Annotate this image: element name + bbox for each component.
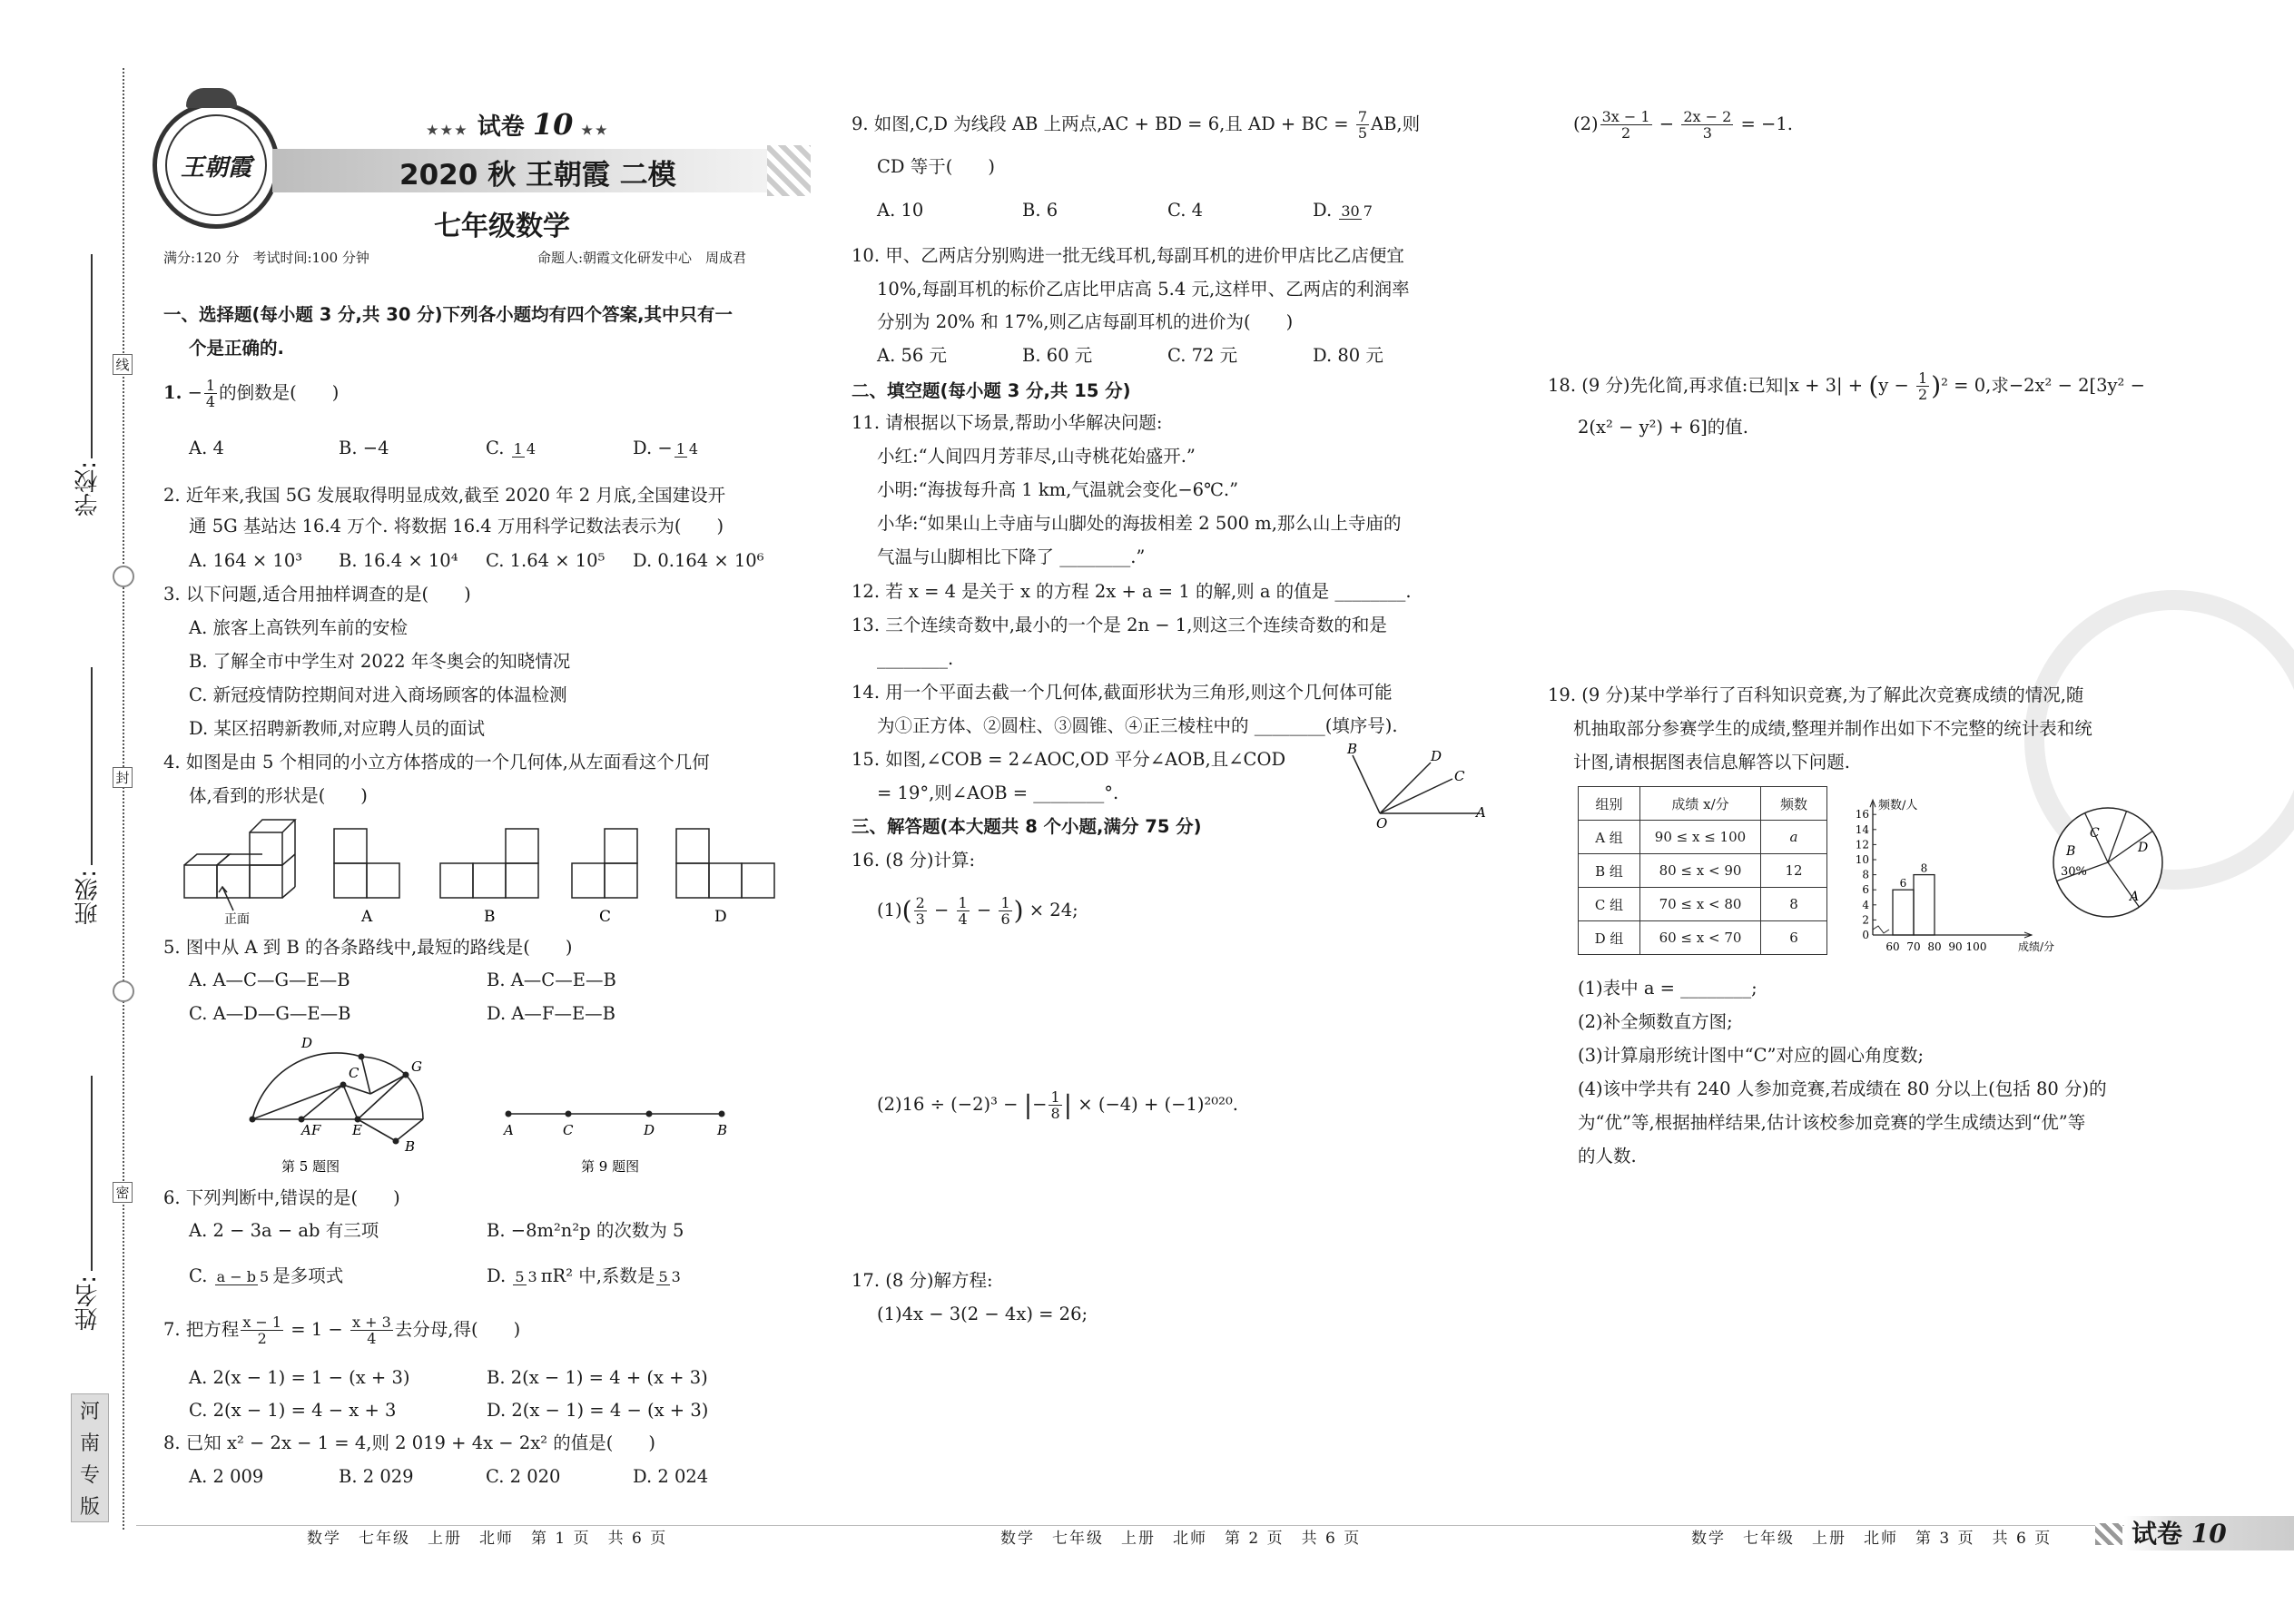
denominator: 7 xyxy=(1363,202,1373,220)
option-b: B. 了解全市中学生对 2022 年冬奥会的知晓情况 xyxy=(189,651,571,672)
numerator: 5 xyxy=(658,1267,668,1285)
question-19: 19. (9 分)某中学举行了百科知识竞赛,为了解此次竞赛成绩的情况,随 xyxy=(1548,684,2084,705)
question-5-options-row2 xyxy=(163,1001,615,1027)
question-19-sub3: (3)计算扇形统计图中“C”对应的圆心角度数; xyxy=(1578,1045,1925,1066)
option-b: B. 2(x − 1) = 4 + (x + 3) xyxy=(487,1367,708,1388)
question-2-cont: 通 5G 基站达 16.4 万个. 将数据 16.4 万用科学记数法表示为( ) xyxy=(189,516,724,536)
y-tick-label: 12 xyxy=(1855,838,1869,851)
y-axis-label: 频数/人 xyxy=(1878,799,1918,813)
option-a: A. 10 xyxy=(877,200,924,221)
route-points xyxy=(250,1054,409,1145)
option-d-figure xyxy=(676,829,774,898)
section-1-heading-cont: 个是正确的. xyxy=(189,338,284,359)
name-label: 姓名: xyxy=(74,1275,102,1331)
question-10-options xyxy=(852,343,1383,369)
question-text: 的倒数是( ) xyxy=(219,382,340,403)
option-label: C. xyxy=(486,438,505,458)
denominator: 4 xyxy=(205,393,216,410)
exam-meta-right: 命题人:朝霞文化研发中心 周成君 xyxy=(537,250,747,266)
school-underline xyxy=(91,254,93,458)
table-row xyxy=(1579,888,1827,921)
question-4: 4. 如图是由 5 个相同的小立方体搭成的一个几何体,从左面看这个几何 xyxy=(163,752,710,773)
y-tick-label: 8 xyxy=(1862,868,1869,881)
question-19-cont: 机抽取部分参赛学生的成绩,整理并制作出如下不完整的统计表和统 xyxy=(1573,718,2092,739)
question-15-cont: = 19°,则∠AOB = ________°. xyxy=(877,782,1119,803)
y-tick-label: 2 xyxy=(1862,913,1869,927)
part-label: (1) xyxy=(877,900,902,920)
label-a: A xyxy=(301,1122,311,1138)
question-1-options xyxy=(163,436,702,461)
edition-char: 版 xyxy=(79,1496,100,1519)
badge-label: 试卷 xyxy=(2132,1519,2183,1549)
seg-label-d: D xyxy=(644,1122,655,1138)
option-c: C. 1.64 × 10⁵ xyxy=(486,550,605,571)
option-d xyxy=(633,436,702,461)
question-6-options-row2 xyxy=(163,1264,684,1289)
numerator: 1 xyxy=(1050,1088,1060,1106)
numerator: 1 xyxy=(675,439,685,458)
question-12: 12. 若 x = 4 是关于 x 的方程 2x + a = 1 的解,则 a 的值是 ________. xyxy=(852,581,1412,602)
table-row xyxy=(1579,821,1827,854)
question-17: 17. (8 分)解方程: xyxy=(852,1270,993,1291)
option-a: A. 164 × 10³ xyxy=(189,550,303,571)
fraction xyxy=(350,1314,393,1346)
option-b: B. 2 029 xyxy=(339,1466,414,1487)
denominator: 3 xyxy=(915,910,925,928)
frequency-histogram xyxy=(1847,794,2074,967)
table-cell: D 组 xyxy=(1579,921,1640,955)
question-19-cont: 计图,请根据图表信息解答以下问题. xyxy=(1573,752,1850,773)
x-tick-label: 90 xyxy=(1948,940,1963,953)
option-d: D. 80 元 xyxy=(1313,345,1383,366)
fraction xyxy=(1339,203,1374,220)
question-1 xyxy=(163,378,339,409)
page-footer-3: 数学 七年级 上册 北师 第 3 页 共 6 页 xyxy=(1691,1530,2053,1548)
x-tick-label: 100 xyxy=(1965,940,1987,953)
question-11-line: 小华:“如果山上寺庙与山脚处的海拔相差 2 500 m,那么山上寺庙的 xyxy=(877,513,1402,534)
option-b: B. 16.4 × 10⁴ xyxy=(339,550,458,571)
table-header: 成绩 x/分 xyxy=(1640,787,1761,821)
option-c: C. 新冠疫情防控期间对进入商场顾客的体温检测 xyxy=(189,684,567,705)
expression-text: (2)16 ÷ (−2)³ − xyxy=(877,1094,1024,1115)
question-3: 3. 以下问题,适合用抽样调查的是( ) xyxy=(163,584,471,605)
question-10-cont: 10%,每副耳机的标价乙店比甲店高 5.4 元,这样甲、乙两店的利润率 xyxy=(877,279,1410,300)
option-c: C. 72 元 xyxy=(1167,345,1238,366)
fraction xyxy=(674,441,700,458)
seg-label-a: A xyxy=(504,1122,514,1138)
right-paren: ) xyxy=(1013,895,1024,926)
fraction xyxy=(512,441,537,458)
fraction xyxy=(1356,109,1369,141)
fraction xyxy=(1916,370,1929,402)
minus-sign: − xyxy=(187,382,202,403)
denominator: 4 xyxy=(367,1330,377,1347)
table-cell: B 组 xyxy=(1579,854,1640,888)
y-tick-label: 16 xyxy=(1855,808,1869,822)
question-13-cont: ________. xyxy=(877,648,954,669)
question-16-part2: (2)16 ÷ (−2)³ − |− $\frac{1}{8}$ | × (−4) + (−1)²⁰²⁰. xyxy=(877,1088,1238,1122)
table-cell: 60 ≤ x < 70 xyxy=(1640,921,1761,955)
numerator: 1 xyxy=(1918,369,1928,387)
pie-slice-label: D xyxy=(2138,841,2149,855)
angle-label-b: B xyxy=(1347,743,1358,757)
numerator: 2 xyxy=(915,894,925,911)
question-6: 6. 下列判断中,错误的是( ) xyxy=(163,1187,400,1208)
numerator: 7 xyxy=(1357,108,1367,125)
option-c: C. 2 020 xyxy=(486,1466,561,1487)
stars-left: ★★★ xyxy=(427,123,469,138)
option-d: D. A—F—E—B xyxy=(487,1003,616,1024)
numerator: 1 xyxy=(513,439,523,458)
denominator: 4 xyxy=(958,910,968,928)
option-a: A. 56 元 xyxy=(877,345,947,366)
edition-char: 河 xyxy=(79,1401,100,1423)
question-16: 16. (8 分)计算: xyxy=(852,850,976,871)
x-tick-label: 80 xyxy=(1927,940,1942,953)
option-b: B. 6 xyxy=(1022,200,1058,221)
denominator: 6 xyxy=(1000,910,1010,928)
option-c-label: C xyxy=(599,908,612,926)
option-label: D. − xyxy=(633,438,673,458)
binding-dotted-line xyxy=(123,68,124,1530)
logo-text: 王朝霞 xyxy=(180,153,251,182)
edition-char: 南 xyxy=(79,1432,100,1455)
option-a: A. 4 xyxy=(189,438,224,458)
expression-text: = −1. xyxy=(1735,113,1793,134)
option-a: A. 旅客上高铁列车前的安检 xyxy=(189,617,408,638)
question-text: = 1 − xyxy=(285,1319,349,1340)
option-a: A. 2 − 3a − ab 有三项 xyxy=(189,1220,379,1241)
question-19-sub4: (4)该中学共有 240 人参加竞赛,若成绩在 80 分以上(包括 80 分)的 xyxy=(1578,1078,2107,1099)
fraction xyxy=(1049,1089,1061,1121)
question-11-line: 小红:“人间四月芳菲尽,山寺桃花始盛开.” xyxy=(877,446,1196,467)
question-6-options-row1 xyxy=(163,1218,684,1244)
bar-value-label: 6 xyxy=(1899,877,1907,891)
label-g: G xyxy=(411,1058,422,1075)
question-10: 10. 甲、乙两店分别购进一批无线耳机,每副耳机的进价甲店比乙店便宜 xyxy=(852,245,1404,266)
bar-value-label: 8 xyxy=(1920,861,1928,875)
option-b: B. −4 xyxy=(339,438,389,458)
question-9-options xyxy=(852,198,1376,223)
front-label: 正面 xyxy=(224,912,250,927)
question-18-cont: 2(x² − y²) + 6]的值. xyxy=(1578,417,1748,438)
subject-title: 七年级数学 xyxy=(434,211,570,242)
angle-label-d: D xyxy=(1431,748,1442,764)
fraction xyxy=(656,1269,682,1285)
question-9 xyxy=(852,109,1420,141)
school-label: 学校: xyxy=(74,461,102,517)
angle-label-c: C xyxy=(1454,768,1465,784)
fraction xyxy=(241,1314,283,1346)
denominator: 5 xyxy=(260,1267,270,1285)
y-tick-label: 6 xyxy=(1862,883,1869,897)
option-c-figure xyxy=(572,829,637,898)
angle-label-a: A xyxy=(1476,804,1486,821)
right-paren: ) xyxy=(1931,370,1942,401)
question-7 xyxy=(163,1314,520,1346)
option-b-figure xyxy=(440,829,538,898)
exam-number: 10 xyxy=(532,107,574,142)
table-cell: 8 xyxy=(1761,888,1827,921)
label-c: C xyxy=(349,1065,359,1081)
option-a: A. 2 009 xyxy=(189,1466,264,1487)
denominator: 4 xyxy=(526,439,537,458)
abs-bar: | xyxy=(1023,1089,1033,1120)
numerator: a − b xyxy=(216,1267,256,1285)
denominator: 3 xyxy=(527,1267,537,1285)
section-2-heading: 二、填空题(每小题 3 分,共 15 分) xyxy=(852,380,1131,401)
left-paren: ( xyxy=(1868,370,1879,401)
denominator: 2 xyxy=(1621,124,1631,142)
table-row xyxy=(1579,921,1827,955)
badge-number: 10 xyxy=(2191,1519,2227,1549)
question-13: 13. 三个连续奇数中,最小的一个是 2n − 1,则这三个连续奇数的和是 xyxy=(852,615,1387,635)
y-tick-label: 4 xyxy=(1862,898,1869,911)
option-a-figure xyxy=(334,829,399,898)
option-d xyxy=(487,1264,684,1289)
histogram-bar xyxy=(1893,890,1914,935)
option-d: D. 某区招聘新教师,对应聘人员的面试 xyxy=(189,718,486,739)
class-label: 班级: xyxy=(74,870,102,925)
caption-fig5: 第 5 题图 xyxy=(281,1158,340,1175)
question-19-sub4-cont: 为“优”等,根据抽样结果,估计该校参加竞赛的学生成绩达到“优”等 xyxy=(1578,1112,2086,1133)
exam-meta-left: 满分:120 分 考试时间:100 分钟 xyxy=(163,250,369,266)
expression-text: × 24; xyxy=(1029,900,1078,920)
question-11-line: 小明:“海拔每升高 1 km,气温就会变化−6℃.” xyxy=(877,479,1239,500)
page-title: 2020 秋 王朝霞 二模 xyxy=(399,159,676,192)
line-mark: 线 xyxy=(113,354,133,375)
seal-mark: 封 xyxy=(113,767,133,788)
numerator: 30 xyxy=(1341,202,1360,220)
expression-text: × (−4) + (−1)²⁰²⁰. xyxy=(1078,1094,1238,1115)
option-a: A. A—C—G—E—B xyxy=(189,969,350,990)
option-c xyxy=(189,1264,487,1289)
fraction xyxy=(204,378,217,409)
question-text: 9. 如图,C,D 为线段 AB 上两点,AC + BD = 6,且 AD + BC = xyxy=(852,113,1354,134)
exam-label: 试卷 xyxy=(477,113,525,141)
question-15: 15. 如图,∠COB = 2∠AOC,OD 平分∠AOB,且∠COD xyxy=(852,749,1286,770)
option-label: D. xyxy=(1313,200,1333,221)
y-tick-label: 14 xyxy=(1855,822,1869,836)
option-d: D. 2 024 xyxy=(633,1466,709,1487)
option-c: C. 2(x − 1) = 4 − x + 3 xyxy=(189,1400,397,1421)
table-cell: 6 xyxy=(1761,921,1827,955)
question-11-line: 气温与山脚相比下降了 ________.” xyxy=(877,546,1146,567)
table-cell: 80 ≤ x < 90 xyxy=(1640,854,1761,888)
table-cell: C 组 xyxy=(1579,888,1640,921)
option-text: πR² 中,系数是 xyxy=(540,1265,655,1286)
question-text: 7. 把方程 xyxy=(163,1319,240,1340)
question-text: AB,则 xyxy=(1371,113,1421,134)
numerator: 5 xyxy=(515,1267,525,1285)
fraction xyxy=(999,895,1011,927)
banner-pattern xyxy=(767,145,811,196)
page-footer-1: 数学 七年级 上册 北师 第 1 页 共 6 页 xyxy=(307,1530,668,1548)
abs-bar: | xyxy=(1063,1089,1073,1120)
label-b: B xyxy=(405,1138,416,1155)
footer-badge-pattern xyxy=(2095,1523,2122,1545)
option-a-label: A xyxy=(361,908,373,926)
pie-slice-label: A xyxy=(2130,890,2140,904)
expression-text: y − xyxy=(1878,375,1915,396)
option-d: D. 0.164 × 10⁶ xyxy=(633,550,764,571)
option-c xyxy=(486,436,633,461)
ring-icon xyxy=(113,980,134,1002)
denominator: 4 xyxy=(688,439,699,458)
option-label: D. xyxy=(487,1265,507,1286)
part-label: (2) xyxy=(1573,113,1599,134)
option-c: C. 4 xyxy=(1167,200,1204,221)
question-19-sub1: (1)表中 a = ________; xyxy=(1578,978,1757,999)
question-text: ² = 0,求−2x² − 2[3y² − xyxy=(1941,375,2145,396)
table-cell: 70 ≤ x < 80 xyxy=(1640,888,1761,921)
table-cell: a xyxy=(1761,821,1827,854)
question-5: 5. 图中从 A 到 B 的各条路线中,最短的路线是( ) xyxy=(163,937,573,958)
question-16-part1: (1)( $\frac{2}{3}$ − $\frac{1}{4}$ − $\frac{1}{6}$ ) × 24; xyxy=(877,894,1078,928)
x-axis-label: 成绩/分 xyxy=(2018,940,2055,953)
page-footer-2: 数学 七年级 上册 北师 第 2 页 共 6 页 xyxy=(1000,1530,1362,1548)
option-b: B. −8m²n²p 的次数为 5 xyxy=(487,1220,684,1241)
option-b: B. A—C—E—B xyxy=(487,969,616,990)
table-header: 组别 xyxy=(1579,787,1640,821)
label-e: E xyxy=(352,1122,362,1138)
table-cell: 90 ≤ x ≤ 100 xyxy=(1640,821,1761,854)
numerator: 1 xyxy=(1000,894,1010,911)
question-7-options-row1 xyxy=(163,1365,708,1391)
question-14: 14. 用一个平面去截一个几何体,截面形状为三角形,则这个几何体可能 xyxy=(852,682,1393,703)
label-f: F xyxy=(311,1122,321,1138)
denominator: 3 xyxy=(1702,124,1712,142)
pie-percent-label: 30% xyxy=(2061,865,2087,879)
stars-right: ★★ xyxy=(581,123,610,138)
angle-figure xyxy=(1344,743,1489,829)
fraction xyxy=(914,895,927,927)
question-5-options-row1 xyxy=(163,968,616,993)
cube-solid xyxy=(184,820,295,910)
x-tick-label: 70 xyxy=(1906,940,1921,953)
option-label: C. xyxy=(189,1265,208,1286)
option-b-label: B xyxy=(484,908,496,926)
axis-break xyxy=(1873,926,1889,933)
question-2: 2. 近年来,我国 5G 发展取得明显成效,截至 2020 年 2 月底,全国建设开 xyxy=(163,485,726,506)
logo-seal xyxy=(153,102,280,229)
option-d xyxy=(1313,198,1376,223)
option-a: A. 2(x − 1) = 1 − (x + 3) xyxy=(189,1367,410,1388)
edition-char: 专 xyxy=(79,1464,100,1487)
y-tick-label: 10 xyxy=(1855,853,1869,866)
question-17-part1: (1)4x − 3(2 − 4x) = 26; xyxy=(877,1304,1088,1324)
question-18 xyxy=(1548,370,2145,402)
question-text: 去分母,得( ) xyxy=(394,1319,521,1340)
numerator: 1 xyxy=(205,377,216,394)
denominator: 5 xyxy=(1357,124,1367,142)
segment-figure xyxy=(502,1111,727,1139)
section-1-heading: 一、选择题(每小题 3 分,共 30 分)下列各小题均有四个答案,其中只有一 xyxy=(163,304,733,325)
option-d: D. 2(x − 1) = 4 − (x + 3) xyxy=(487,1400,709,1421)
numerator: x + 3 xyxy=(351,1314,391,1331)
seg-label-c: C xyxy=(563,1122,574,1138)
pie-chart xyxy=(2050,799,2168,935)
option-d-label: D xyxy=(714,908,727,926)
pie-slice-label: B xyxy=(2066,844,2076,859)
x-tick-label: 60 xyxy=(1885,940,1900,953)
frequency-table xyxy=(1578,786,1827,955)
numerator: 1 xyxy=(958,894,968,911)
ring-icon xyxy=(113,566,134,587)
fraction xyxy=(1600,109,1652,141)
edition-box xyxy=(71,1393,109,1522)
question-10-cont: 分别为 20% 和 17%,则乙店每副耳机的进价为( ) xyxy=(877,311,1294,332)
fraction xyxy=(957,895,970,927)
label-d: D xyxy=(301,1035,313,1051)
section-3-heading: 三、解答题(本大题共 8 个小题,满分 75 分) xyxy=(852,816,1202,837)
question-9-cont: CD 等于( ) xyxy=(877,156,995,177)
numerator: x − 1 xyxy=(242,1314,282,1331)
logo-crown-icon xyxy=(186,88,237,108)
question-8-options xyxy=(163,1464,708,1490)
option-b: B. 60 元 xyxy=(1022,345,1093,366)
question-11: 11. 请根据以下场景,帮助小华解决问题: xyxy=(852,412,1163,433)
question-8: 8. 已知 x² − 2x − 1 = 4,则 2 019 + 4x − 2x² 的值是( ) xyxy=(163,1432,655,1453)
question-4-cont: 体,看到的形状是( ) xyxy=(189,785,368,806)
table-cell: A 组 xyxy=(1579,821,1640,854)
question-number: 1. xyxy=(163,382,182,403)
figure-q5-q9 xyxy=(236,1035,744,1180)
exam-tag xyxy=(427,107,610,142)
question-19-sub2: (2)补全频数直方图; xyxy=(1578,1011,1733,1032)
numerator: 3x − 1 xyxy=(1601,108,1650,125)
fraction xyxy=(1681,109,1733,141)
seg-label-b: B xyxy=(717,1122,728,1138)
expression-text: − xyxy=(1653,113,1680,134)
angle-label-o: O xyxy=(1376,815,1388,829)
table-header-row xyxy=(1579,787,1827,821)
question-7-options-row2 xyxy=(163,1398,708,1423)
mi-mark: 密 xyxy=(113,1182,133,1203)
fraction xyxy=(215,1269,271,1285)
numerator: 2x − 2 xyxy=(1683,108,1732,125)
cube-figures xyxy=(177,812,776,930)
question-19-sub4-cont: 的人数. xyxy=(1578,1146,1637,1166)
pie-slice-label: C xyxy=(2090,826,2100,841)
question-14-cont: 为①正方体、②圆柱、③圆锥、④正三棱柱中的 ________(填序号). xyxy=(877,715,1398,736)
table-row xyxy=(1579,854,1827,888)
question-text: 18. (9 分)先化简,再求值:已知|x + 3| + xyxy=(1548,375,1869,396)
histogram-bar xyxy=(1914,875,1935,935)
y-tick-label: 0 xyxy=(1862,929,1869,941)
table-header: 频数 xyxy=(1761,787,1827,821)
caption-fig9: 第 9 题图 xyxy=(581,1158,640,1175)
footer-badge-text xyxy=(2132,1514,2227,1550)
option-text: 是多项式 xyxy=(272,1265,344,1286)
name-underline xyxy=(91,1076,93,1271)
table-cell: 12 xyxy=(1761,854,1827,888)
route-figure xyxy=(252,1053,423,1141)
option-c: C. A—D—G—E—B xyxy=(189,1003,351,1024)
denominator: 8 xyxy=(1050,1105,1060,1122)
denominator: 3 xyxy=(671,1267,681,1285)
question-2-options xyxy=(163,548,764,574)
denominator: 2 xyxy=(257,1330,267,1347)
denominator: 2 xyxy=(1918,386,1928,403)
class-underline xyxy=(91,667,93,865)
fraction xyxy=(513,1269,538,1285)
left-paren: ( xyxy=(901,895,912,926)
question-17-part2 xyxy=(1548,109,1793,141)
